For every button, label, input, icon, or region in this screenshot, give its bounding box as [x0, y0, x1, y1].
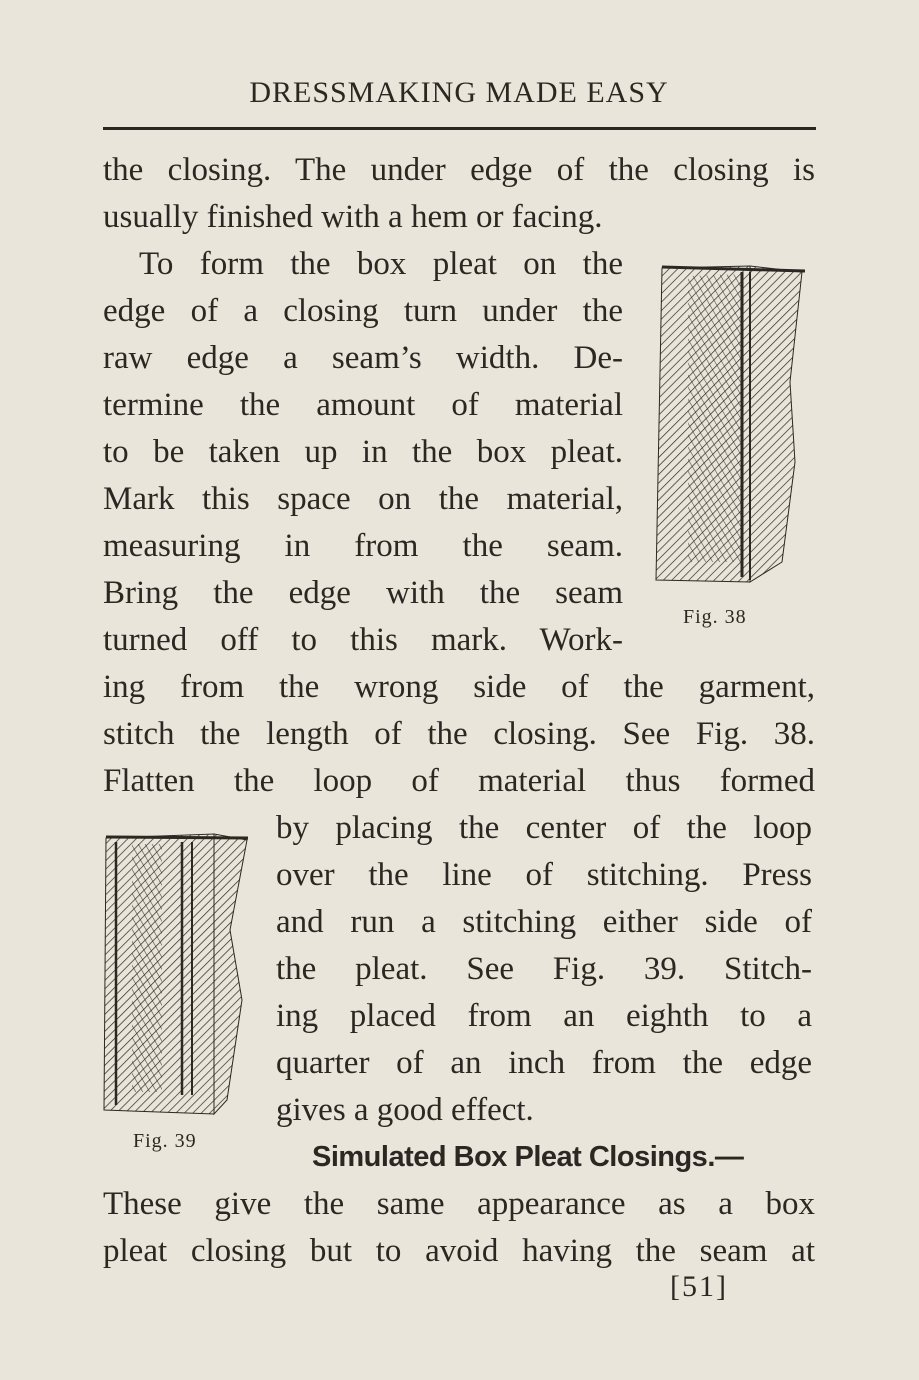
- text-line: Bring the edge with the seam: [103, 575, 623, 611]
- fig39-caption: Fig. 39: [133, 1130, 197, 1152]
- text-line: edge of a closing turn under the: [103, 293, 623, 329]
- text-line: quarter of an inch from the edge: [276, 1045, 812, 1081]
- text-line: the pleat. See Fig. 39. Stitch-: [276, 951, 812, 987]
- text-line: termine the amount of material: [103, 387, 623, 423]
- text-line: To form the box pleat on the: [139, 246, 623, 282]
- fig38-caption: Fig. 38: [683, 606, 747, 628]
- text-line: ing from the wrong side of the garment,: [103, 669, 815, 705]
- text-line: Mark this space on the material,: [103, 481, 623, 517]
- text-line: to be taken up in the box pleat.: [103, 434, 623, 470]
- text-line: ing placed from an eighth to a: [276, 998, 812, 1034]
- text-line: These give the same appearance as a box: [103, 1186, 815, 1222]
- fig38-illustration: [650, 262, 810, 592]
- text-line: turned off to this mark. Work-: [103, 622, 623, 658]
- text-line: usually finished with a hem or facing.: [103, 199, 603, 235]
- text-line: by placing the center of the loop: [276, 810, 812, 846]
- text-line: Flatten the loop of material thus formed: [103, 763, 815, 799]
- text-line: gives a good effect.: [276, 1092, 534, 1128]
- fig39-illustration: [102, 830, 252, 1120]
- section-heading: Simulated Box Pleat Closings.—: [312, 1141, 744, 1173]
- page-number: [51]: [670, 1270, 728, 1303]
- text-line: raw edge a seam’s width. De-: [103, 340, 623, 376]
- header-rule: [103, 127, 816, 130]
- text-line: the closing. The under edge of the closing is: [103, 152, 815, 188]
- text-line: pleat closing but to avoid having the seam at: [103, 1233, 815, 1269]
- running-header: DRESSMAKING MADE EASY: [249, 76, 669, 109]
- text-line: over the line of stitching. Press: [276, 857, 812, 893]
- text-line: stitch the length of the closing. See Fig. 38.: [103, 716, 815, 752]
- text-line: measuring in from the seam.: [103, 528, 623, 564]
- text-line: and run a stitching either side of: [276, 904, 812, 940]
